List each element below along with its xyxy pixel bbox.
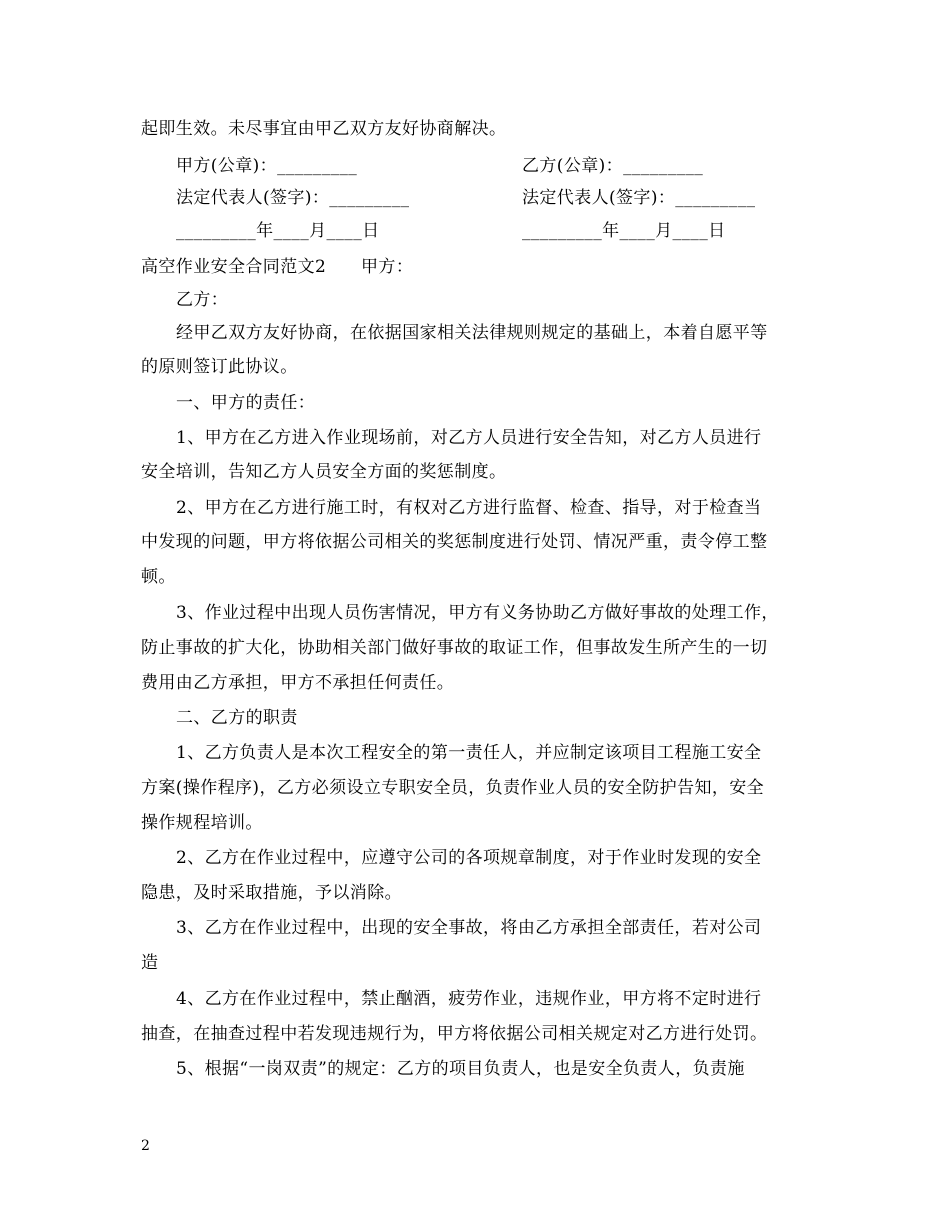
section-heading: 一、甲方的责任： xyxy=(176,393,316,413)
paragraph-line: 3、乙方在作业过程中，出现的安全事故，将由乙方承担全部责任，若对公司 xyxy=(176,918,762,938)
party-b-representative-line: 法定代表人(签字)：_________ xyxy=(522,188,756,208)
paragraph-line: 1、乙方负责人是本次工程安全的第一责任人，并应制定该项目工程施工安全 xyxy=(176,743,762,763)
party-a-seal-line: 甲方(公章)：_________ xyxy=(176,156,358,176)
paragraph-line: 2、甲方在乙方进行施工时，有权对乙方进行监督、检查、指导，对于检查当 xyxy=(176,498,762,518)
paragraph-line: 操作规程培训。 xyxy=(141,813,263,833)
paragraph-line: 的原则签订此协议。 xyxy=(141,357,298,377)
paragraph-line: 方案(操作程序)，乙方必须设立专职安全员，负责作业人员的安全防护告知，安全 xyxy=(141,778,765,798)
paragraph-line: 顿。 xyxy=(141,567,176,587)
paragraph-line: 2、乙方在作业过程中，应遵守公司的各项规章制度，对于作业时发现的安全 xyxy=(176,848,762,868)
paragraph-line: 隐患，及时采取措施，予以消除。 xyxy=(141,883,402,903)
party-b-date-line: _________年____月____日 xyxy=(522,221,726,241)
paragraph-line: 防止事故的扩大化，协助相关部门做好事故的取证工作，但事故发生所产生的一切 xyxy=(141,638,768,658)
paragraph-line: 1、甲方在乙方进入作业现场前，对乙方人员进行安全告知，对乙方人员进行 xyxy=(176,428,762,448)
paragraph-line: 安全培训，告知乙方人员安全方面的奖惩制度。 xyxy=(141,462,507,482)
paragraph-line: 造 xyxy=(141,953,159,973)
paragraph-line: 中发现的问题，甲方将依据公司相关的奖惩制度进行处罚、情况严重，责令停工整 xyxy=(141,532,768,552)
page-number: 2 xyxy=(141,1138,150,1154)
paragraph-line: 4、乙方在作业过程中，禁止酗酒，疲劳作业，违规作业，甲方将不定时进行 xyxy=(176,989,762,1009)
paragraph-line: 5、根据“一岗双责”的规定：乙方的项目负责人，也是安全负责人，负责施 xyxy=(176,1059,745,1079)
paragraph-line: 经甲乙双方友好协商，在依据国家相关法律规则规定的基础上，本着自愿平等 xyxy=(176,323,768,343)
party-b-line: 乙方： xyxy=(176,290,229,310)
paragraph-line: 抽查，在抽查过程中若发现违规行为，甲方将依据公司相关规定对乙方进行处罚。 xyxy=(141,1024,768,1044)
party-a-representative-line: 法定代表人(签字)：_________ xyxy=(176,188,410,208)
contract-title-line: 高空作业安全合同范文2 甲方： xyxy=(141,257,414,277)
section-heading: 二、乙方的职责 xyxy=(176,708,298,728)
party-a-date-line: _________年____月____日 xyxy=(176,221,380,241)
party-b-seal-line: 乙方(公章)：_________ xyxy=(522,156,704,176)
paragraph-line: 3、作业过程中出现人员伤害情况，甲方有义务协助乙方做好事故的处理工作， xyxy=(176,603,779,623)
paragraph-line: 起即生效。未尽事宜由甲乙双方友好协商解决。 xyxy=(141,119,507,139)
paragraph-line: 费用由乙方承担，甲方不承担任何责任。 xyxy=(141,673,455,693)
